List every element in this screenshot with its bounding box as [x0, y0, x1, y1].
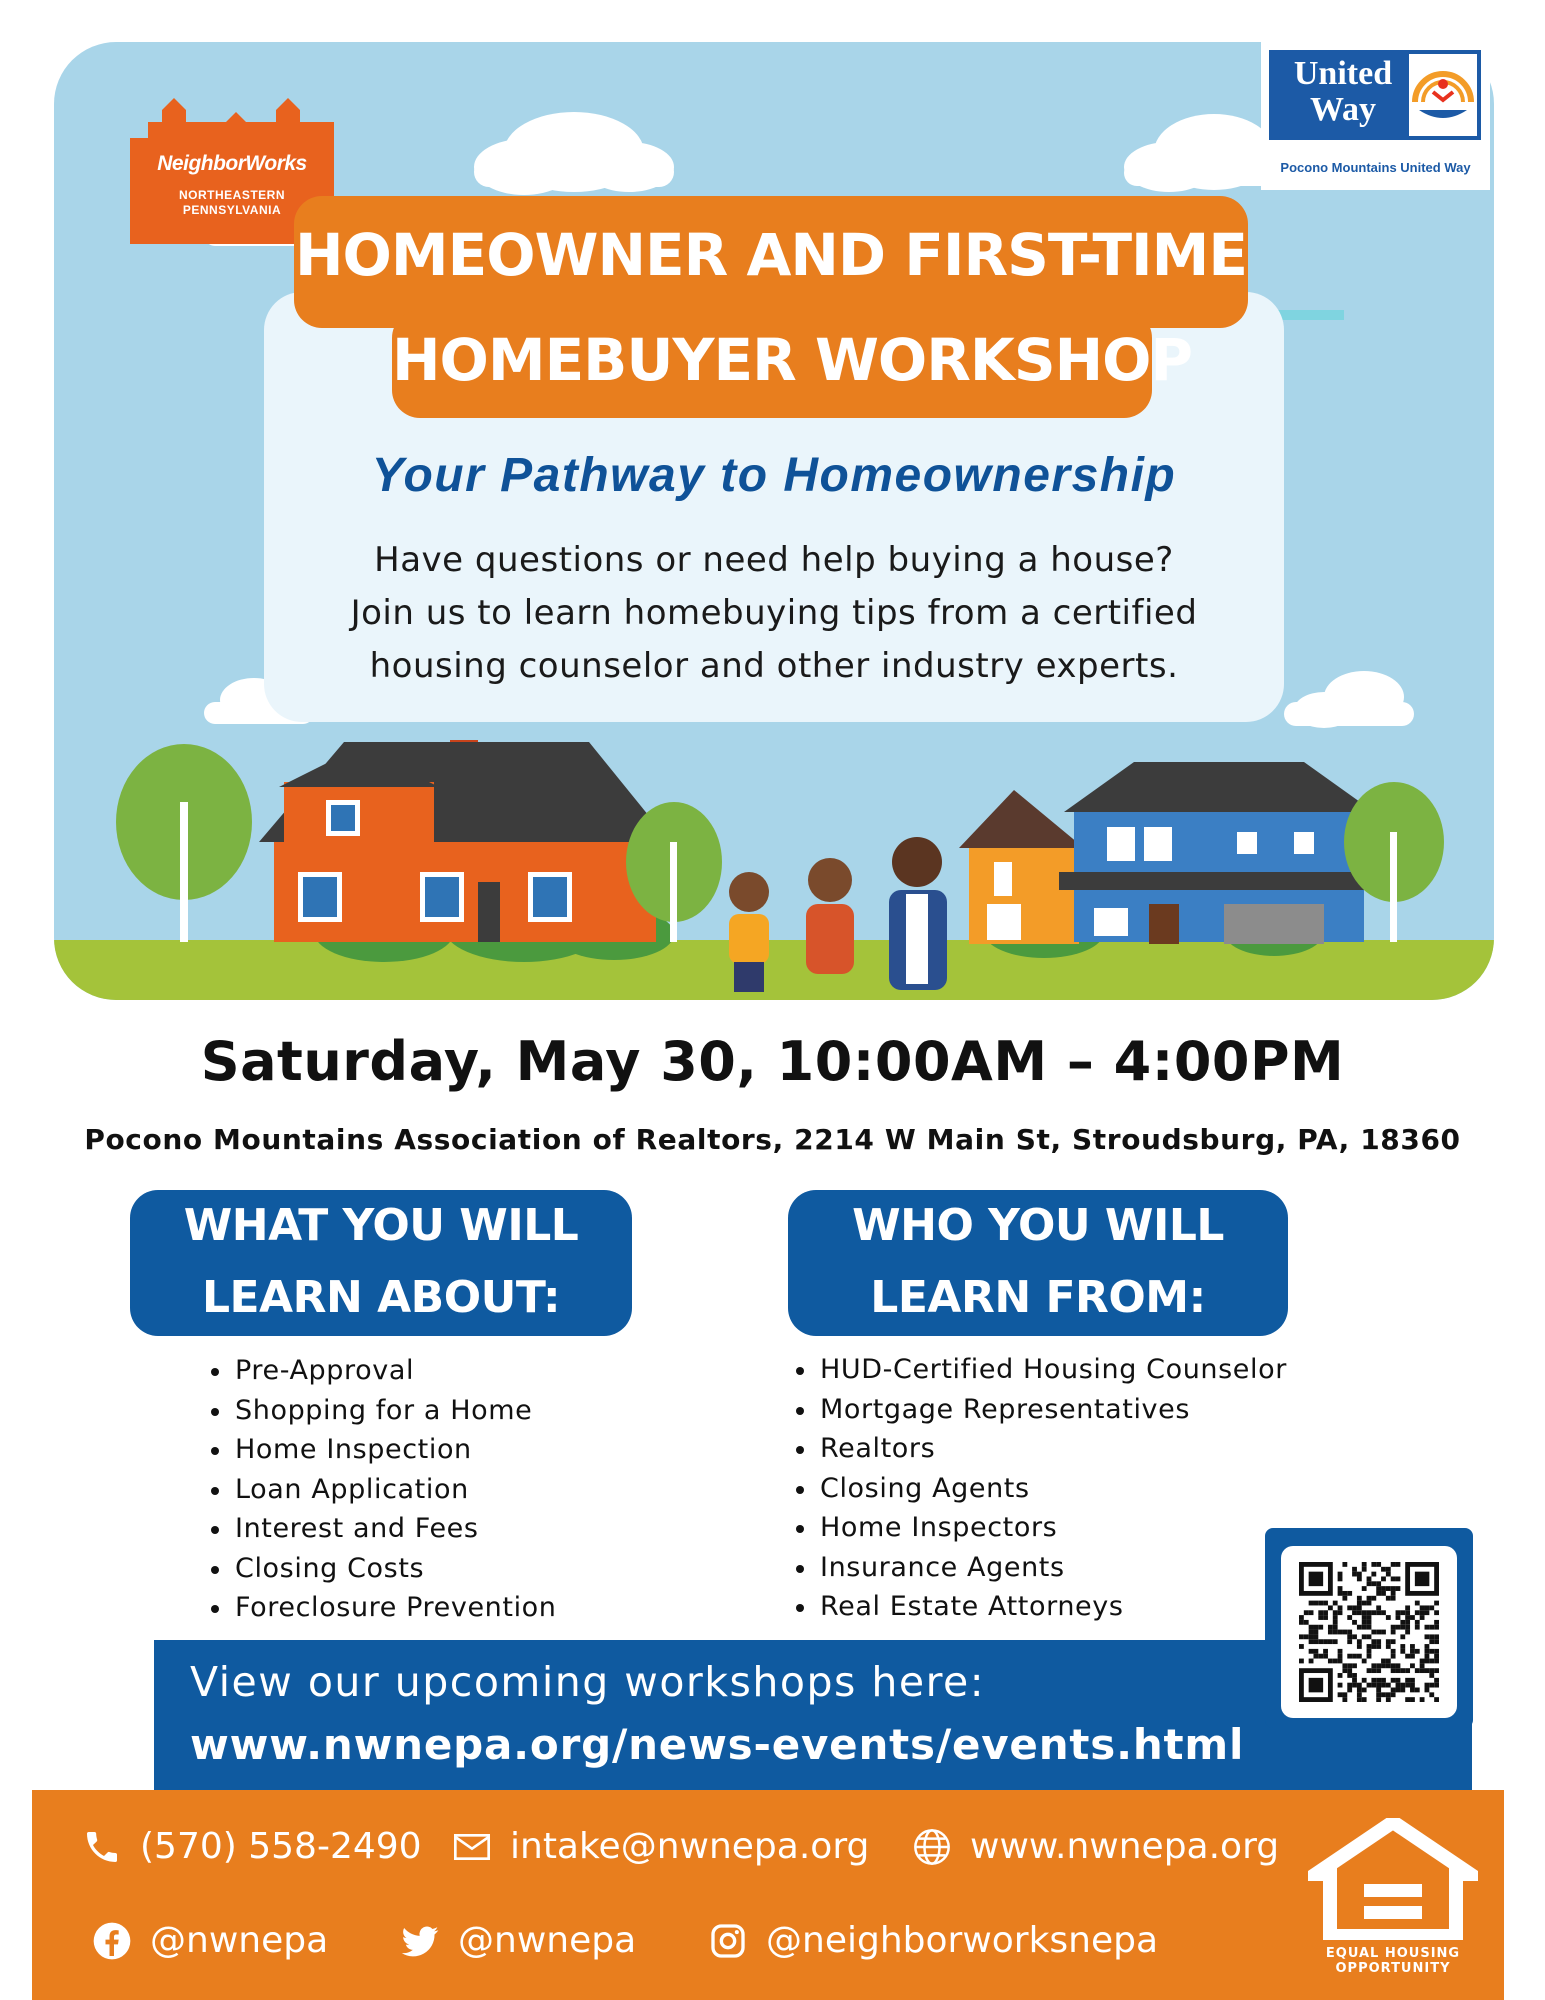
list-item: Loan Application: [207, 1470, 557, 1510]
intro-text: Have questions or need help buying a house? Join us to learn homebuying tips from a certified housing counselor and other industry experts.: [350, 540, 1198, 686]
list-item: Insurance Agents: [792, 1548, 1287, 1588]
list-item: Real Estate Attorneys: [792, 1587, 1287, 1627]
qr-code[interactable]: [1281, 1546, 1457, 1718]
contact-instagram[interactable]: @neighborworksnepa: [708, 1920, 1158, 1961]
list-item: Shopping for a Home: [207, 1391, 557, 1431]
title-line-1: HOMEOWNER AND FIRST-TIME: [294, 196, 1248, 328]
equal-housing-icon: [1308, 1818, 1478, 1940]
learn-from-heading: WHO YOU WILL LEARN FROM:: [788, 1190, 1288, 1336]
learn-from-list: [792, 1350, 1287, 1627]
event-address: Pocono Mountains Association of Realtors, 2214 W Main St, Stroudsburg, PA, 18360: [84, 1123, 1461, 1156]
list-item: Home Inspection: [207, 1430, 557, 1470]
united-way-tagline: Pocono Mountains United Way: [1280, 160, 1471, 175]
united-way-hand-icon: [1409, 54, 1477, 136]
list-item: Interest and Fees: [207, 1509, 557, 1549]
contact-website[interactable]: www.nwnepa.org: [912, 1826, 1279, 1867]
list-item: Realtors: [792, 1429, 1287, 1469]
mail-icon: [452, 1827, 492, 1867]
phone-icon: [82, 1827, 122, 1867]
contact-twitter[interactable]: @nwnepa: [400, 1920, 636, 1961]
learn-about-heading: WHAT YOU WILL LEARN ABOUT:: [130, 1190, 632, 1336]
list-item: Closing Agents: [792, 1469, 1287, 1509]
list-item: Closing Costs: [207, 1549, 557, 1589]
neighborworks-brand: NeighborWorks: [157, 152, 307, 175]
contact-email[interactable]: intake@nwnepa.org: [452, 1826, 869, 1867]
contact-phone[interactable]: (570) 558-2490: [82, 1826, 422, 1867]
equal-housing-logo: EQUAL HOUSING OPPORTUNITY: [1308, 1818, 1478, 1978]
instagram-icon: [708, 1921, 748, 1961]
globe-icon: [912, 1827, 952, 1867]
contact-facebook[interactable]: @nwnepa: [92, 1920, 328, 1961]
united-way-logo: [1261, 42, 1490, 190]
workshops-link[interactable]: www.nwnepa.org/news-events/events.html: [190, 1720, 1245, 1769]
workshop-subtitle: Your Pathway to Homeownership: [371, 449, 1177, 502]
list-item: Pre-Approval: [207, 1351, 557, 1391]
list-item: Mortgage Representatives: [792, 1390, 1287, 1430]
list-item: Home Inspectors: [792, 1508, 1287, 1548]
event-date: Saturday, May 30, 10:00AM – 4:00PM: [200, 1030, 1345, 1093]
list-item: HUD-Certified Housing Counselor: [792, 1350, 1287, 1390]
title-line-2: HOMEBUYER WORKSHOP: [392, 310, 1152, 418]
neighborworks-region: NORTHEASTERN PENNSYLVANIA: [178, 188, 285, 217]
workshops-label: View our upcoming workshops here:: [190, 1658, 986, 1706]
united-way-mark: United Way: [1269, 50, 1481, 140]
list-item: Foreclosure Prevention: [207, 1588, 557, 1628]
contact-footer: [32, 1790, 1504, 2000]
learn-about-list: [207, 1351, 557, 1628]
twitter-icon: [400, 1921, 440, 1961]
facebook-icon: [92, 1921, 132, 1961]
